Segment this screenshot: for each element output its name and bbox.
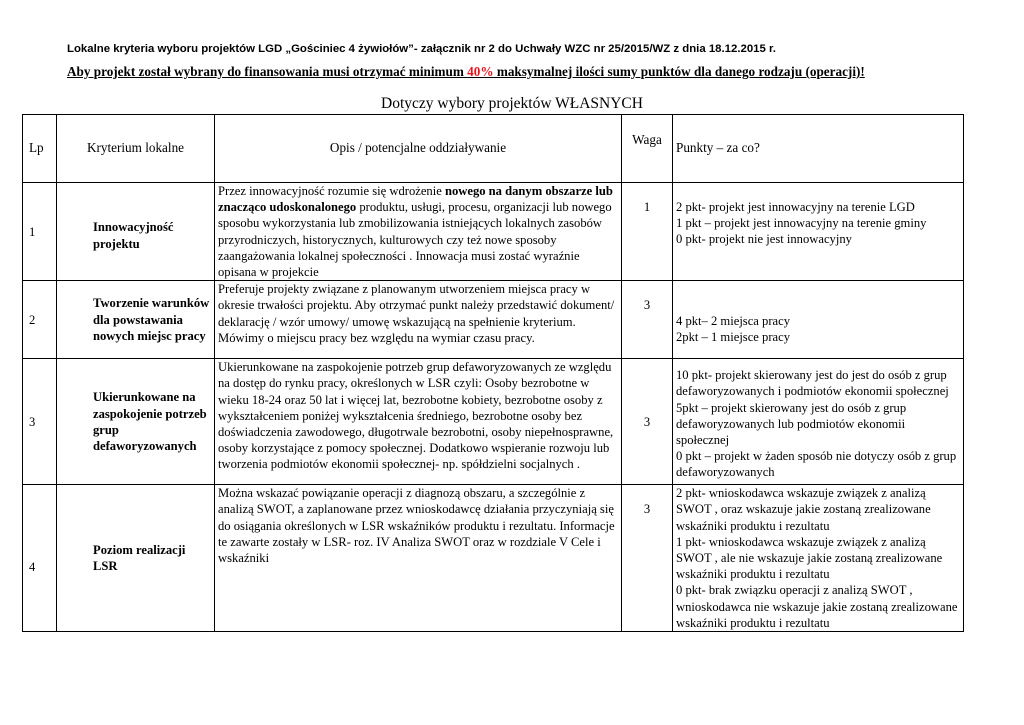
document-header: Lokalne kryteria wyboru projektów LGD „Gościniec 4 żywiołów”- załącznik nr 2 do Uchwały WZC nr 25/2015/WZ z dnia 18.12.2015 r. xyxy=(67,43,776,55)
page-title: Dotyczy wybory projektów WŁASNYCH xyxy=(381,95,643,112)
row-waga: 3 xyxy=(622,281,673,359)
row-opis: Preferuje projekty związane z planowanym utworzeniem miejsca pracy w okresie trwałości projektu. Aby otrzymać punkt należy przedstawić dokument/ deklarację / wzór umowy/ umowę wskazującą na spełnienie kryterium. Mówimy o miejscu pracy bez względu na wymiar czasu pracy. xyxy=(215,281,622,359)
table-row xyxy=(23,281,964,359)
header-waga: Waga xyxy=(622,115,673,183)
funding-requirement-note xyxy=(67,64,865,80)
row-lp: 3 xyxy=(23,359,57,485)
row-punkty xyxy=(673,359,964,485)
opis-text: Przez innowacyjność rozumie się wdrożenie xyxy=(218,184,445,198)
row-punkty xyxy=(673,485,964,632)
row-opis: Można wskazać powiązanie operacji z diagnozą obszaru, a szczególnie z analizą SWOT, a zaplanowane przez wnioskodawcę działania przyczyniają się do osiągania określonych w LSR wskaźników produktu i rezultatu. Informacje te zawarte zostały w LSR- roz. IV Analiza SWOT oraz w rozdziale V Cele i wskaźniki xyxy=(215,485,622,632)
row-kryterium: Innowacyjność projektu xyxy=(57,183,215,281)
row-punkty xyxy=(673,183,964,281)
row-lp: 1 xyxy=(23,183,57,281)
header-opis: Opis / potencjalne oddziaływanie xyxy=(215,115,622,183)
punkty-item: 0 pkt- projekt nie jest innowacyjny xyxy=(676,232,852,247)
row-kryterium: Ukierunkowane na zaspokojenie potrzeb grup defaworyzowanych xyxy=(57,359,215,485)
minimum-percentage: 40% xyxy=(467,64,494,79)
note-text-start: Aby projekt został wybrany do finansowania musi otrzymać minimum xyxy=(67,64,468,79)
row-opis xyxy=(215,183,622,281)
criteria-table xyxy=(22,114,964,632)
opis-bold-text: nowego na danym obszarze lub znacząco udoskonalonego xyxy=(218,184,613,215)
punkty-item: 0 pkt- brak związku operacji z analizą SWOT , wnioskodawca nie wskazuje jakie zostaną zrealizowane wskaźniki produktu i rezultatu xyxy=(676,583,958,630)
punkty-item: 1 pkt – projekt jest innowacyjny na terenie gminy xyxy=(676,216,927,231)
header-punkty: Punkty – za co? xyxy=(673,115,964,183)
header-kryterium: Kryterium lokalne xyxy=(57,115,215,183)
row-waga: 3 xyxy=(622,359,673,485)
row-waga: 3 xyxy=(622,485,673,632)
table-row xyxy=(23,485,964,632)
punkty-item: 10 pkt- projekt skierowany jest do jest do osób z grup defaworyzowanych i podmiotów ekonomii społecznej xyxy=(676,368,949,399)
row-lp: 2 xyxy=(23,281,57,359)
table-row xyxy=(23,359,964,485)
row-punkty xyxy=(673,281,964,359)
row-kryterium: Tworzenie warunków dla powstawania nowych miejsc pracy xyxy=(57,281,215,359)
table-header-row xyxy=(23,115,964,183)
punkty-item: 1 pkt- wnioskodawca wskazuje związek z analizą SWOT , ale nie wskazuje jakie zostaną zrealizowane wskaźniki produktu i rezultatu xyxy=(676,534,943,582)
table-row xyxy=(23,183,964,281)
punkty-item: 5pkt – projekt skierowany jest do osób z grup defaworyzowanych lub podmiotów ekonomii społecznej xyxy=(676,400,907,448)
punkty-item: 2 pkt- wnioskodawca wskazuje związek z analizą SWOT , oraz wskazuje jakie zostaną zrealizowane wskaźniki produktu i rezultatu xyxy=(676,486,931,533)
row-lp: 4 xyxy=(23,485,57,632)
row-waga: 1 xyxy=(622,183,673,281)
punkty-item: 4 pkt– 2 miejsca pracy xyxy=(676,314,791,329)
punkty-item: 2 pkt- projekt jest innowacyjny na terenie LGD xyxy=(676,200,915,214)
opis-text: produktu, usługi, procesu, organizacji lub nowego sposobu wykorzystania lub zmobilizowania istniejących lokalnych zasobów przyrodniczych, historycznych, kulturowych czy też nowe sposoby zaangażowania lokalnej społeczności . Innowacja musi zostać wyraźnie opisana w projekcie xyxy=(218,200,612,280)
row-kryterium: Poziom realizacji LSR xyxy=(57,485,215,632)
header-lp: Lp xyxy=(23,115,57,183)
punkty-item: 0 pkt – projekt w żaden sposób nie dotyczy osób z grup defaworyzowanych xyxy=(676,449,957,480)
row-opis: Ukierunkowane na zaspokojenie potrzeb grup defaworyzowanych ze względu na dostęp do rynku pracy, określonych w LSR czyli: Osoby bezrobotne w wieku 18-24 oraz 50 lat i więcej lat, bezrobotne kobiety, bezrobotne osoby z wykształceniem poniżej wykształcenia średniego, bezrobotne osoby bez doświadczenia zawodowego, długotrwale bezrobotni, osoby niepełnosprawne, osoby korzystające z pomocy społecznej. Dodatkowo wspieranie rozwoju lub tworzenia podmiotów ekonomii społecznej- np. spółdzielni socjalnych . xyxy=(215,359,622,485)
note-text-end: maksymalnej ilości sumy punktów dla danego rodzaju (operacji)! xyxy=(493,64,865,79)
punkty-item: 2pkt – 1 miejsce pracy xyxy=(676,330,791,345)
